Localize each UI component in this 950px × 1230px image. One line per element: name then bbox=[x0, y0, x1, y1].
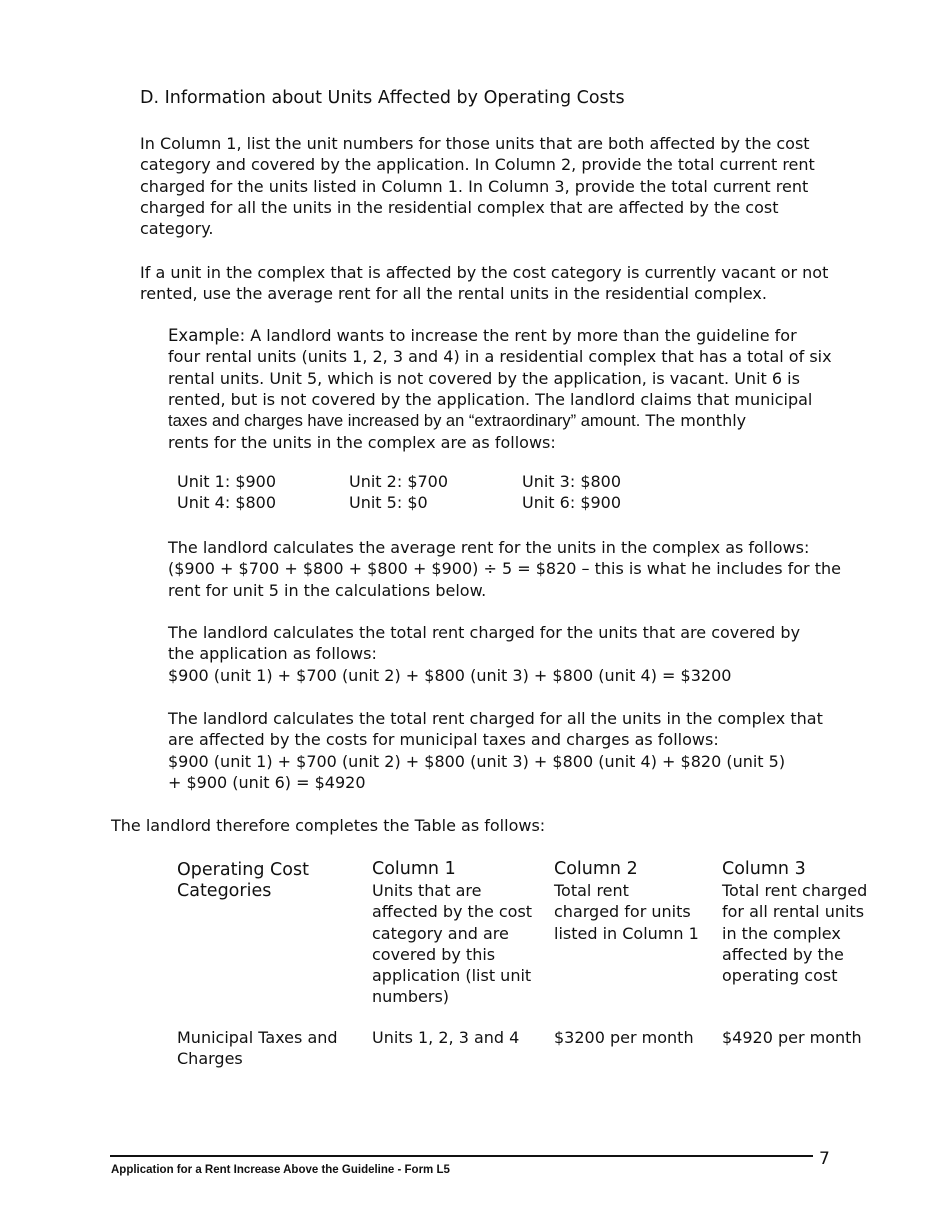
intro-line: charged for all the units in the residential complex that are affected by the cost bbox=[140, 197, 779, 217]
intro-line: charged for the units listed in Column 1. In Column 3, provide the total current rent bbox=[140, 176, 809, 196]
footer-rule bbox=[110, 1155, 813, 1157]
average-line: The landlord calculates the average rent for the units in the complex as follows: bbox=[168, 538, 810, 557]
all-line: are affected by the costs for municipal taxes and charges as follows: bbox=[168, 730, 719, 750]
column-title: Column 2 bbox=[554, 859, 638, 879]
desc-line: category and are bbox=[372, 923, 509, 943]
column-description bbox=[722, 880, 867, 986]
desc-line: application (list unit bbox=[372, 966, 532, 986]
intro-paragraph bbox=[140, 133, 815, 239]
example-line: four rental units (units 1, 2, 3 and 4) in a residential complex that has a total of six bbox=[168, 347, 832, 367]
unit-rent-1: Unit 1: $900 bbox=[177, 472, 277, 491]
table-cell-column-2: $3200 per month bbox=[554, 1028, 694, 1047]
desc-line: in the complex bbox=[722, 923, 841, 943]
example-paragraph bbox=[168, 325, 832, 454]
header-line: Categories bbox=[177, 881, 272, 901]
desc-line: numbers) bbox=[372, 987, 450, 1007]
table-header-column-3 bbox=[722, 859, 867, 986]
unit-rent-4: Unit 4: $800 bbox=[177, 493, 277, 512]
cell-line: Municipal Taxes and bbox=[177, 1028, 338, 1047]
desc-line: Total rent bbox=[554, 881, 629, 900]
covered-line: the application as follows: bbox=[168, 644, 377, 664]
unit-rent-5: Unit 5: $0 bbox=[349, 493, 428, 512]
footer-text: Application for a Rent Increase Above the Guideline - Form L5 bbox=[111, 1164, 450, 1176]
vacant-paragraph bbox=[140, 262, 828, 305]
unit-rent-6: Unit 6: $900 bbox=[522, 493, 622, 512]
all-line: + $900 (unit 6) = $4920 bbox=[168, 772, 366, 792]
desc-line: Units that are bbox=[372, 881, 482, 900]
desc-line: charged for units bbox=[554, 902, 691, 922]
example-label: Example: bbox=[168, 326, 246, 345]
column-description bbox=[372, 880, 532, 1008]
header-line: Operating Cost bbox=[177, 860, 309, 880]
desc-line: Total rent charged bbox=[722, 881, 868, 900]
intro-line: In Column 1, list the unit numbers for those units that are both affected by the cost bbox=[140, 134, 810, 153]
example-line bbox=[168, 325, 832, 346]
column-title: Column 1 bbox=[372, 859, 456, 879]
covered-rent-paragraph bbox=[168, 622, 800, 686]
table-header-categories bbox=[177, 860, 309, 902]
cell-line: Charges bbox=[177, 1049, 243, 1069]
intro-line: category. bbox=[140, 219, 214, 239]
column-description bbox=[554, 880, 699, 944]
example-line: rents for the units in the complex are as follows: bbox=[168, 433, 556, 453]
example-line bbox=[168, 410, 832, 432]
average-line: rent for unit 5 in the calculations below. bbox=[168, 580, 487, 600]
desc-line: affected by the cost bbox=[372, 902, 533, 922]
column-title: Column 3 bbox=[722, 859, 806, 879]
example-line: rental units. Unit 5, which is not covered by the application, is vacant. Unit 6 is bbox=[168, 368, 800, 388]
table-cell-category bbox=[177, 1027, 338, 1070]
desc-line: operating cost bbox=[722, 966, 838, 986]
desc-line: covered by this bbox=[372, 944, 496, 964]
example-text: A landlord wants to increase the rent by more than the guideline for bbox=[245, 326, 797, 345]
example-text: taxes and charges have increased by an “extraordinary” amount. bbox=[168, 412, 641, 431]
covered-line: $900 (unit 1) + $700 (unit 2) + $800 (unit 3) + $800 (unit 4) = $3200 bbox=[168, 665, 732, 685]
desc-line: affected by the bbox=[722, 944, 844, 964]
all-rent-paragraph bbox=[168, 708, 823, 793]
table-header-column-2 bbox=[554, 859, 699, 944]
intro-line: category and covered by the application. In Column 2, provide the total current rent bbox=[140, 155, 815, 175]
example-text: The monthly bbox=[640, 411, 747, 431]
vacant-line: If a unit in the complex that is affected by the cost category is currently vacant or not bbox=[140, 263, 829, 282]
all-line: The landlord calculates the total rent charged for all the units in the complex that bbox=[168, 709, 823, 728]
table-cell-column-1: Units 1, 2, 3 and 4 bbox=[372, 1028, 520, 1047]
desc-line: listed in Column 1 bbox=[554, 923, 699, 943]
covered-line: The landlord calculates the total rent charged for the units that are covered by bbox=[168, 623, 801, 642]
table-intro: The landlord therefore completes the Table as follows: bbox=[111, 816, 546, 835]
unit-rent-2: Unit 2: $700 bbox=[349, 472, 449, 491]
vacant-line: rented, use the average rent for all the rental units in the residential complex. bbox=[140, 284, 767, 304]
page-number: 7 bbox=[819, 1149, 830, 1169]
all-line: $900 (unit 1) + $700 (unit 2) + $800 (unit 3) + $800 (unit 4) + $820 (unit 5) bbox=[168, 751, 786, 771]
unit-rent-3: Unit 3: $800 bbox=[522, 472, 622, 491]
example-line: rented, but is not covered by the application. The landlord claims that municipal bbox=[168, 389, 813, 409]
average-rent-paragraph bbox=[168, 537, 841, 601]
desc-line: for all rental units bbox=[722, 902, 865, 922]
average-line: ($900 + $700 + $800 + $800 + $900) ÷ 5 = $820 – this is what he includes for the bbox=[168, 559, 841, 579]
table-cell-column-3: $4920 per month bbox=[722, 1028, 862, 1047]
section-heading: D. Information about Units Affected by Operating Costs bbox=[140, 88, 625, 108]
table-header-column-1 bbox=[372, 859, 532, 1008]
